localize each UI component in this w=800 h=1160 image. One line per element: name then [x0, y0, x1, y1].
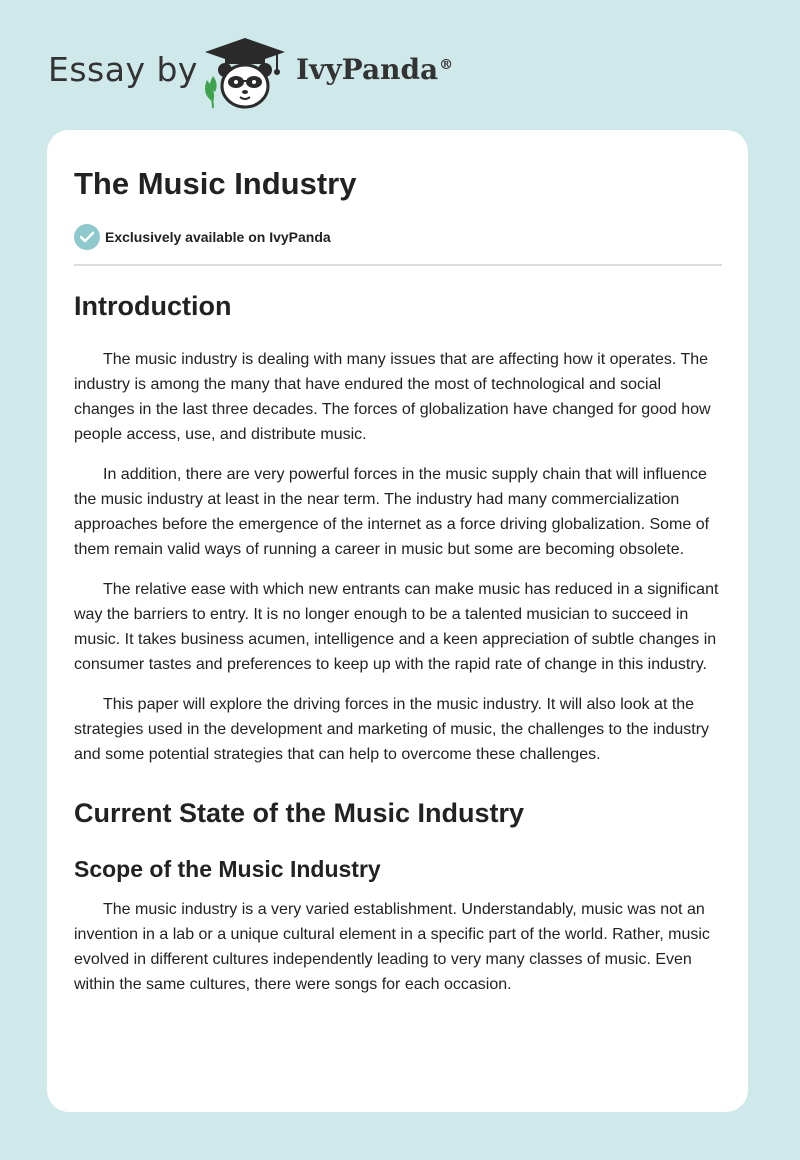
site-header: [48, 36, 748, 116]
brand-name[interactable]: IvyPanda®: [296, 53, 454, 86]
panda-logo-icon[interactable]: [203, 36, 287, 110]
paragraph: In addition, there are very powerful forces in the music supply chain that will influence the music industry at least in the near term. The industry had many commercialization approaches before the emergence of the internet as a force driving globalization. Some of them remain valid ways of running a career in music but some are becoming obsolete.: [74, 466, 710, 558]
title-divider: [74, 264, 722, 266]
paragraph: The music industry is dealing with many issues that are affecting how it operates. The industry is among the many that have endured the most of technological and social changes in the last three decades. The forces of globalization have changed for good how people access, use, and distribute music.: [74, 351, 711, 443]
essay-by-label: Essay by: [48, 50, 198, 89]
registered-mark: ®: [439, 56, 454, 73]
paragraph: The music industry is a very varied establishment. Understandably, music was not an invention in a lab or a unique cultural element in a specific part of the world. Rather, music evolved in different cultures independently leading to very many classes of music. Even within the same cultures, there were songs for each occasion.: [74, 901, 710, 993]
exclusive-badge-label: Exclusively available on IvyPanda: [105, 229, 331, 245]
essay-card: [47, 130, 748, 1112]
section-heading-introduction: Introduction: [74, 291, 232, 321]
exclusive-badge: [74, 224, 722, 250]
check-circle-icon: [74, 224, 100, 250]
paragraph: This paper will explore the driving forces in the music industry. It will also look at the strategies used in the development and marketing of music, the challenges to the industry and some potential strategies that can help to overcome these challenges.: [74, 696, 710, 763]
section-heading-current-state: Current State of the Music Industry: [74, 798, 525, 828]
essay-title: The Music Industry: [74, 166, 357, 201]
subsection-heading-scope: Scope of the Music Industry: [74, 856, 381, 882]
paragraph: The relative ease with which new entrants can make music has reduced in a significant way the barriers to entry. It is no longer enough to be a talented musician to succeed in music. It takes business acumen, intelligence and a keen appreciation of subtle changes in consumer tastes and preferences to keep up with the rapid rate of change in this industry.: [74, 581, 719, 673]
